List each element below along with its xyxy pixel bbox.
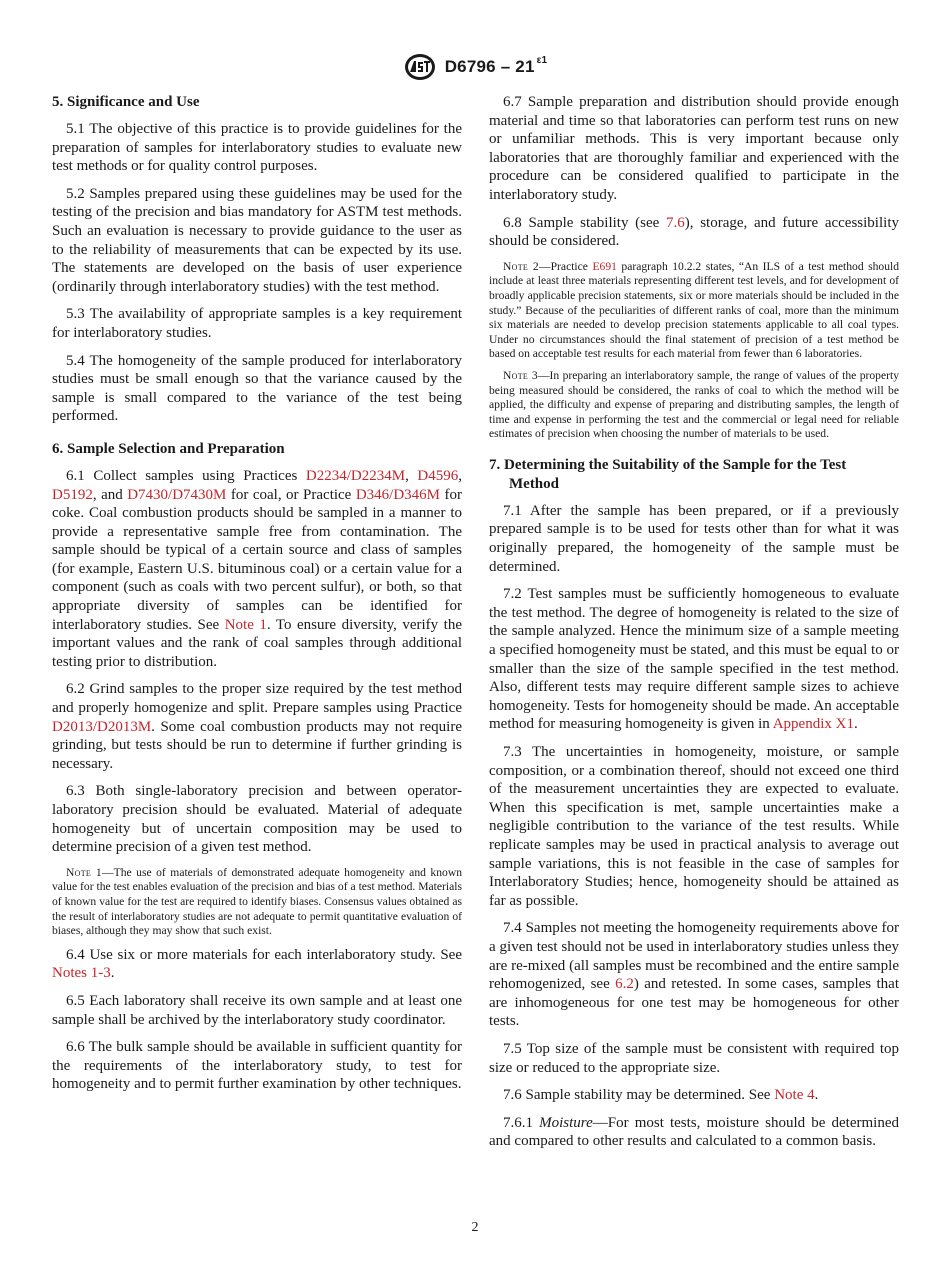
note-3: Note 3—In preparing an interlaboratory sample, the range of values of the property being measured should be considered, the ranks of coal to which the method will be applied, the difficulty and expense of preparing and distributing samples, the length of time and expense in performing the test and the commercial or legal need for reliable estimates of precision when choosing the number of materials to be used.	[489, 368, 899, 441]
para-6-8: 6.8 Sample stability (see 7.6), storage, and future accessibility should be considered.	[489, 214, 899, 250]
para-5-1: 5.1 The objective of this practice is to provide guidelines for the preparation of samples for interlaboratory studies to evaluate new test methods or for quality control purposes.	[52, 121, 462, 175]
para-6-1: 6.1 Collect samples using Practices D2234/D2234M, D4596, D5192, and D7430/D7430M for coal, or Practice D346/D346M for coke. Coal combustion products should be sampled in a manner to provide a representative sample free from contamination. The sample should be typical of a certain source and class of samples (for example, Eastern U.S. bituminous coal) or a certain value for a component (such as coals with two percent sulfur), or both, so that appropriate diversity of samples can be identified for interlaboratory studies. See Note 1. To ensure diversity, verify the important values and the rank of coal samples through additional testing prior to distribution.	[52, 467, 463, 670]
page-number: 2	[471, 1220, 479, 1235]
link-6-2[interactable]: 6.2	[615, 976, 634, 993]
section-6-title: 6. Sample Selection and Preparation	[52, 440, 285, 457]
left-column	[52, 93, 462, 1103]
para-6-2: 6.2 Grind samples to the proper size required by the test method and properly homogenize and split. Prepare samples using Practice D2013/D2013M. Some coal combustion products may not require grinding, but tests should be run to determine if further grinding is necessary.	[52, 681, 462, 772]
section-7-title: 7. Determining the Suitability of the Sample for the Test Method	[489, 456, 847, 492]
para-7-6: 7.6 Sample stability may be determined. See Note 4.	[503, 1087, 819, 1104]
link-d5192[interactable]: D5192	[52, 486, 93, 503]
term-moisture: Moisture	[539, 1114, 593, 1131]
document-designation: D6796 – 21 $^{\varepsilon 1}$	[444, 55, 548, 76]
link-d7430[interactable]: D7430/D7430M	[127, 486, 227, 503]
para-6-5: 6.5 Each laboratory shall receive its own sample and at least one sample shall be archived by the interlaboratory study coordinator.	[52, 992, 462, 1028]
para-5-3: 5.3 The availability of appropriate samples is a key requirement for interlaboratory studies.	[52, 306, 462, 341]
para-6-3: 6.3 Both single-laboratory precision and between operator-laboratory precision should be evaluated. Material of adequate homogeneity but of uncertain composition may be used to determine precision of a given test method.	[52, 783, 462, 856]
link-note-1[interactable]: Note 1	[224, 616, 267, 633]
designation-superscript: ε1	[536, 55, 548, 67]
para-5-2: 5.2 Samples prepared using these guidelines may be used for the testing of the precision and bias mandatory for ASTM test methods. Such an evaluation is necessary to provide guidance to the user as to the reliability of measurements that can be expected by its use. The statements are developed on the basis of user experience (ordinarily through interlaboratory studies) with the test method.	[52, 185, 462, 295]
link-d2013[interactable]: D2013/D2013M	[52, 718, 152, 735]
para-7-2: 7.2 Test samples must be sufficiently homogeneous to evaluate the test method. The degree of homogeneity is related to the size of the sample analyzed. Hence the minimum size of a sample meeting a specified homogeneity must be stated, and this must be equal to or smaller than the size of the sample specified in the test method. Also, different tests may require different sample sizes to achieve homogeneity. Tests for homogeneity should be made. An acceptable method for measuring homogeneity is given in Appendix X1.	[489, 586, 899, 733]
para-6-6: 6.6 The bulk sample should be available in sufficient quantity for the requirements of the interlaboratory study, to test for homogeneity and to permit further examination by other techniques.	[52, 1039, 462, 1093]
para-7-4: 7.4 Samples not meeting the homogeneity requirements above for a given test should not be used in interlaboratory studies unless they are re-mixed (all samples must be recombined and the entire sample rehomogenized, see 6.2) and retested. In some cases, samples that are inhomogeneous for one test may be homogeneous for other tests.	[489, 920, 899, 1030]
para-6-7: 6.7 Sample preparation and distribution should provide enough material and time so that laboratories can perform test runs on new or unfamiliar methods. This is very important because only laboratories that are thoroughly familiar and experienced with the procedure can be considered qualified to participate in the interlaboratory study.	[489, 94, 899, 203]
para-7-6-1: 7.6.1 Moisture—For most tests, moisture should be determined and compared to other results and calculated to a common basis.	[489, 1114, 899, 1150]
link-d2234[interactable]: D2234/D2234M	[305, 467, 406, 484]
para-5-4: 5.4 The homogeneity of the sample produced for interlaboratory studies must be small enough so that the variance caused by the sample is small compared to the variance of the test being performed.	[52, 352, 462, 425]
note-1: Note 1—The use of materials of demonstrated adequate homogeneity and known value for the test enables evaluation of the precision and bias of a test method. Materials of known value for the test are required to identify biases. Consensus values obtained as the result of interlaboratory studies are not adequate to permit quantitative evaluation of biases, although they may show that such exist.	[52, 865, 462, 938]
link-appendix-x1[interactable]: Appendix X1	[772, 716, 854, 733]
para-7-5: 7.5 Top size of the sample must be consistent with required top size or reduced to the appropriate size.	[489, 1040, 899, 1076]
note-1-label: Note 1	[66, 865, 103, 879]
note-2-label: Note 2	[503, 259, 540, 273]
note-2: Note 2—Practice E691 paragraph 10.2.2 states, “An ILS of a test method should include at least three materials representing different test levels, and for development of broadly applicable precision statements, six or more materials should be included in the study.” Because of the peculiarities of different ranks of coal, more than the minimum six materials are needed to develop precision statements applicable to all coal types. Under no circumstances should the final statement of precision of a test method be based on acceptable test results for each material from fewer than 6 laboratories.	[489, 259, 900, 361]
para-7-3: 7.3 The uncertainties in homogeneity, moisture, or sample composition, or a combination thereof, should not exceed one third of the measurement uncertainties they are expected to evaluate. When this specification is met, sample uncertainties make a negligible contribution to the variance of the test results. While replicate samples may be used in practical analysis to average out sample variations, this is not feasible in the case of samples for Interlaboratory Studies; hence, homogeneity should be attained as far as possible.	[489, 744, 899, 909]
link-note-4[interactable]: Note 4	[774, 1087, 815, 1104]
note-3-label: Note 3	[503, 368, 538, 382]
link-d4596[interactable]: D4596	[417, 467, 459, 484]
link-d346[interactable]: D346/D346M	[355, 486, 440, 503]
page-header	[0, 52, 950, 86]
para-6-4: 6.4 Use six or more materials for each interlaboratory study. See Notes 1-3.	[52, 946, 462, 982]
link-e691[interactable]: E691	[592, 259, 617, 273]
para-7-1: 7.1 After the sample has been prepared, or if a previously prepared sample is to be used for tests other than for what it was originally prepared, the homogeneity of the sample must be determined.	[489, 502, 899, 575]
link-7-6[interactable]: 7.6	[666, 214, 685, 231]
section-5-title: 5. Significance and Use	[52, 94, 200, 110]
link-notes-1-3[interactable]: Notes 1-3	[52, 965, 111, 982]
astm-logo-icon	[403, 52, 437, 82]
right-column	[489, 93, 899, 1160]
